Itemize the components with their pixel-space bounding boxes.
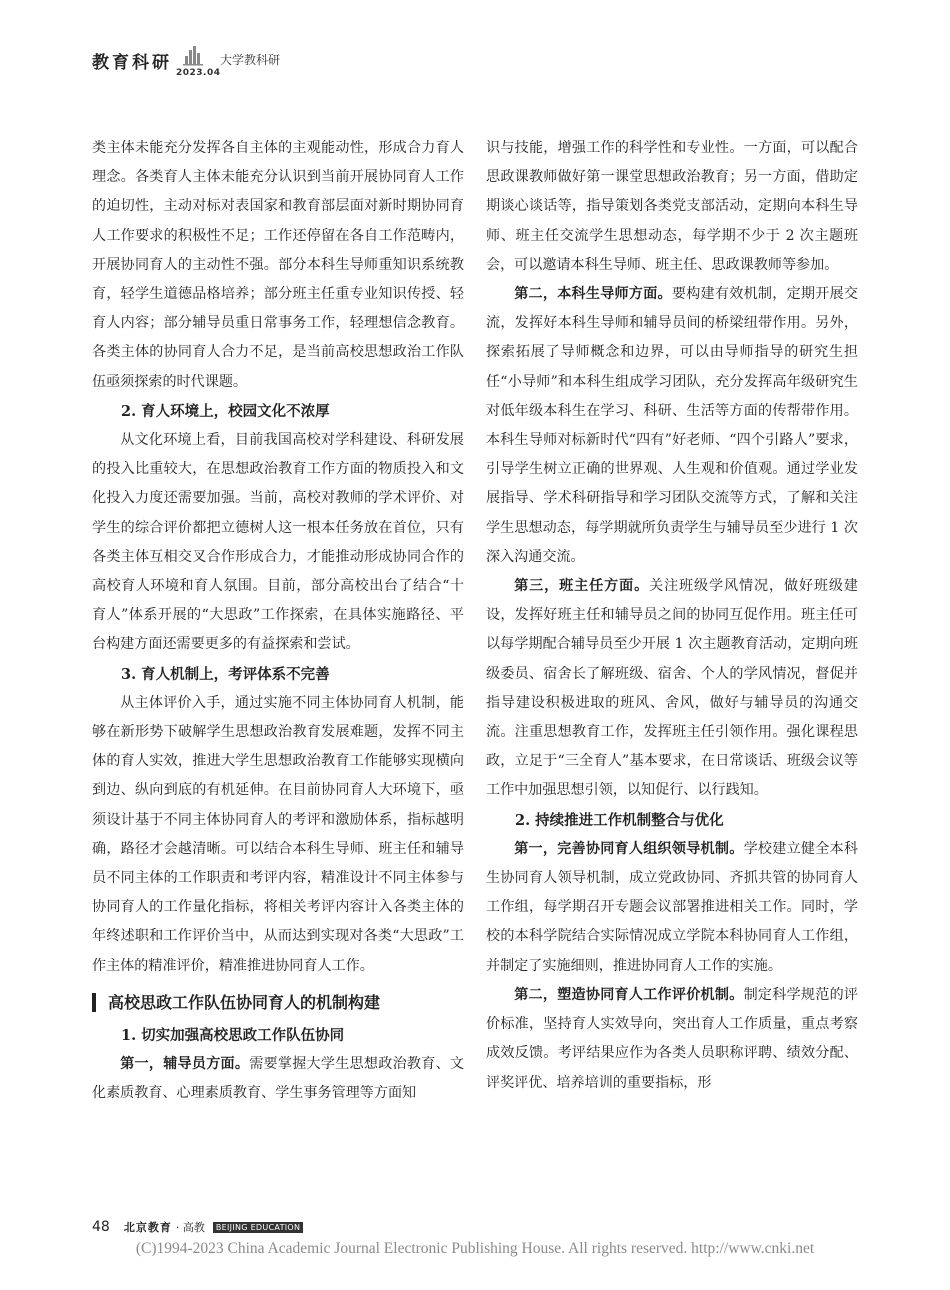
journal-subtitle: · 高教 <box>175 1221 205 1234</box>
lead-phrase: 第二，本科生导师方面。 <box>514 286 672 303</box>
lead-phrase: 第一，辅导员方面。 <box>120 1056 250 1073</box>
subheading: 2. 育人环境上，校园文化不浓厚 <box>121 402 330 420</box>
magazine-title: 教育科研 <box>92 53 172 73</box>
page-footer <box>92 1216 492 1238</box>
paragraph: 第三，班主任方面。关注班级学风情况，做好班级建设，发挥好班主任和辅导员之间的协同互促作用。班主任可以每学期配合辅导员至少开展 1 次主题教育活动，定期向班级委员、宿舍长了解班级、宿舍、个人的学风情况，督促并指导建设积极进取的班风、舍风，做好与辅导员的沟通交流。注重思想教育工作，发挥班主任引领作用。强化课程思政，立足于“三全育人”基本要求，在日常谈话、班级会议等工作中加强思想引领，以知促行、以行践知。 <box>486 578 859 799</box>
paragraph: 从文化环境上看，目前我国高校对学科建设、科研发展的投入比重较大，在思想政治教育工作方面的物质投入和文化投入力度还需要加强。当前，高校对教师的学术评价、对学生的综合评价都把立德树人这一根本任务放在首位，只有各类主体互相交叉合作形成合力，才能推动形成协同合作的高校育人环境和育人氛围。目前，部分高校出台了结合“十育人”体系开展的“大思政”工作探索，在具体实施路径、平台构建方面还需要更多的有益探索和尝试。 <box>92 432 464 653</box>
section-heading-text: 高校思政工作队伍协同育人的机制构建 <box>108 992 381 1012</box>
subheading: 1. 切实加强高校思政工作队伍协同 <box>121 1026 345 1044</box>
journal-name: 北京教育 <box>123 1221 172 1234</box>
paragraph: 第二，本科生导师方面。要构建有效机制，定期开展交流，发挥好本科生导师和辅导员间的桥梁纽带作用。另外，探索拓展了导师概念和边界，可以由导师指导的研究生担任“小导师”和本科生组成学习团队，充分发挥高年级研究生对低年级本科生在学习、科研、生活等方面的传帮带作用。本科生导师对标新时代“四有”好老师、“四个引路人”要求，引导学生树立正确的世界观、人生观和价值观。通过学业发展指导、学术科研指导和学习团队交流等方式，了解和关注学生思想动态，每学期就所负责学生与辅导员至少进行 1 次深入沟通交流。 <box>486 286 859 565</box>
lead-phrase: 第三，班主任方面。 <box>514 578 650 595</box>
paragraph: 类主体未能充分发挥各自主体的主观能动性，形成合力育人理念。各类育人主体未能充分认识到当前开展协同育人工作的迫切性，主动对标对表国家和教育部层面对新时期协同育人工作要求的积极性不足；工作还停留在各自工作范畴内，开展协同育人的主动性不强。部分本科生导师重知识系统教育，轻学生道德品格培养；部分班主任重专业知识传授、轻育人内容；部分辅导员重日常事务工作，轻理想信念教育。各类主体的协同育人合力不足，是当前高校思想政治工作队伍亟须探索的时代课题。 <box>92 140 464 390</box>
paragraph: 第一，辅导员方面。需要掌握大学生思想政治教育、文化素质教育、心理素质教育、学生事务管理等方面知 <box>92 1056 465 1102</box>
copyright-notice: (C)1994-2023 China Academic Journal Electronic Publishing House. All rights reserved. http://www.cnki.net <box>135 1240 815 1257</box>
subheading: 3. 育人机制上，考评体系不完善 <box>121 665 330 683</box>
paragraph: 识与技能，增强工作的科学性和专业性。一方面，可以配合思政课教师做好第一课堂思想政治教育；另一方面，借助定期谈心谈话等，指导策划各类党支部活动，定期向本科生导师、班主任交流学生思想动态，每学期不少于 2 次主题班会，可以邀请本科生导师、班主任、思政课教师等参加。 <box>486 140 858 273</box>
building-logo-icon <box>183 44 203 66</box>
left-column <box>92 134 464 1109</box>
issue-date: 2023.04 <box>176 68 221 78</box>
journal-badge: BEIJING EDUCATION <box>213 1222 303 1233</box>
paragraph: 从主体评价入手，通过实施不同主体协同育人机制，能够在新形势下破解学生思想政治教育发展难题，发挥不同主体的育人实效，推进大学生思想政治教育工作能够实现横向到边、纵向到底的有机延伸。在目前协同育人大环境下，亟须设计基于不同主体协同育人的考评和激励体系，指标越明确，路径才会越清晰。可以结合本科生导师、班主任和辅导员不同主体的工作职责和考评内容，精准设计不同主体参与协同育人的工作量化指标，将相关考评内容计入各类主体的年终述职和工作评价当中，从而达到实现对各类“大思政”工作主体的精准评价，精准推进协同育人工作。 <box>92 694 464 974</box>
page-header <box>92 44 492 84</box>
page-number: 48 <box>92 1219 110 1235</box>
section-heading <box>92 989 464 1017</box>
paragraph: 第一，完善协同育人组织领导机制。学校建立健全本科生协同育人领导机制，成立党政协同、齐抓共管的协同育人工作组，每学期召开专题会议部署推进相关工作。同时，学校的本科学院结合实际情况成立学院本科协同育人工作组，并制定了实施细则，推进协同育人工作的实施。 <box>486 840 859 974</box>
subheading: 2. 持续推进工作机制整合与优化 <box>515 811 724 829</box>
lead-phrase: 第一，完善协同育人组织领导机制。 <box>514 840 744 857</box>
right-column <box>486 134 858 1098</box>
paragraph: 第二，塑造协同育人工作评价机制。制定科学规范的评价标准，坚持育人实效导向，突出育人工作质量，重点考察成效反馈。考评结果应作为各类人员职称评聘、绩效分配、评奖评优、培养培训的重要指标，形 <box>486 986 859 1091</box>
heading-bar <box>92 993 96 1012</box>
lead-phrase: 第二，塑造协同育人工作评价机制。 <box>514 986 744 1003</box>
section-name: 大学教科研 <box>220 53 281 67</box>
